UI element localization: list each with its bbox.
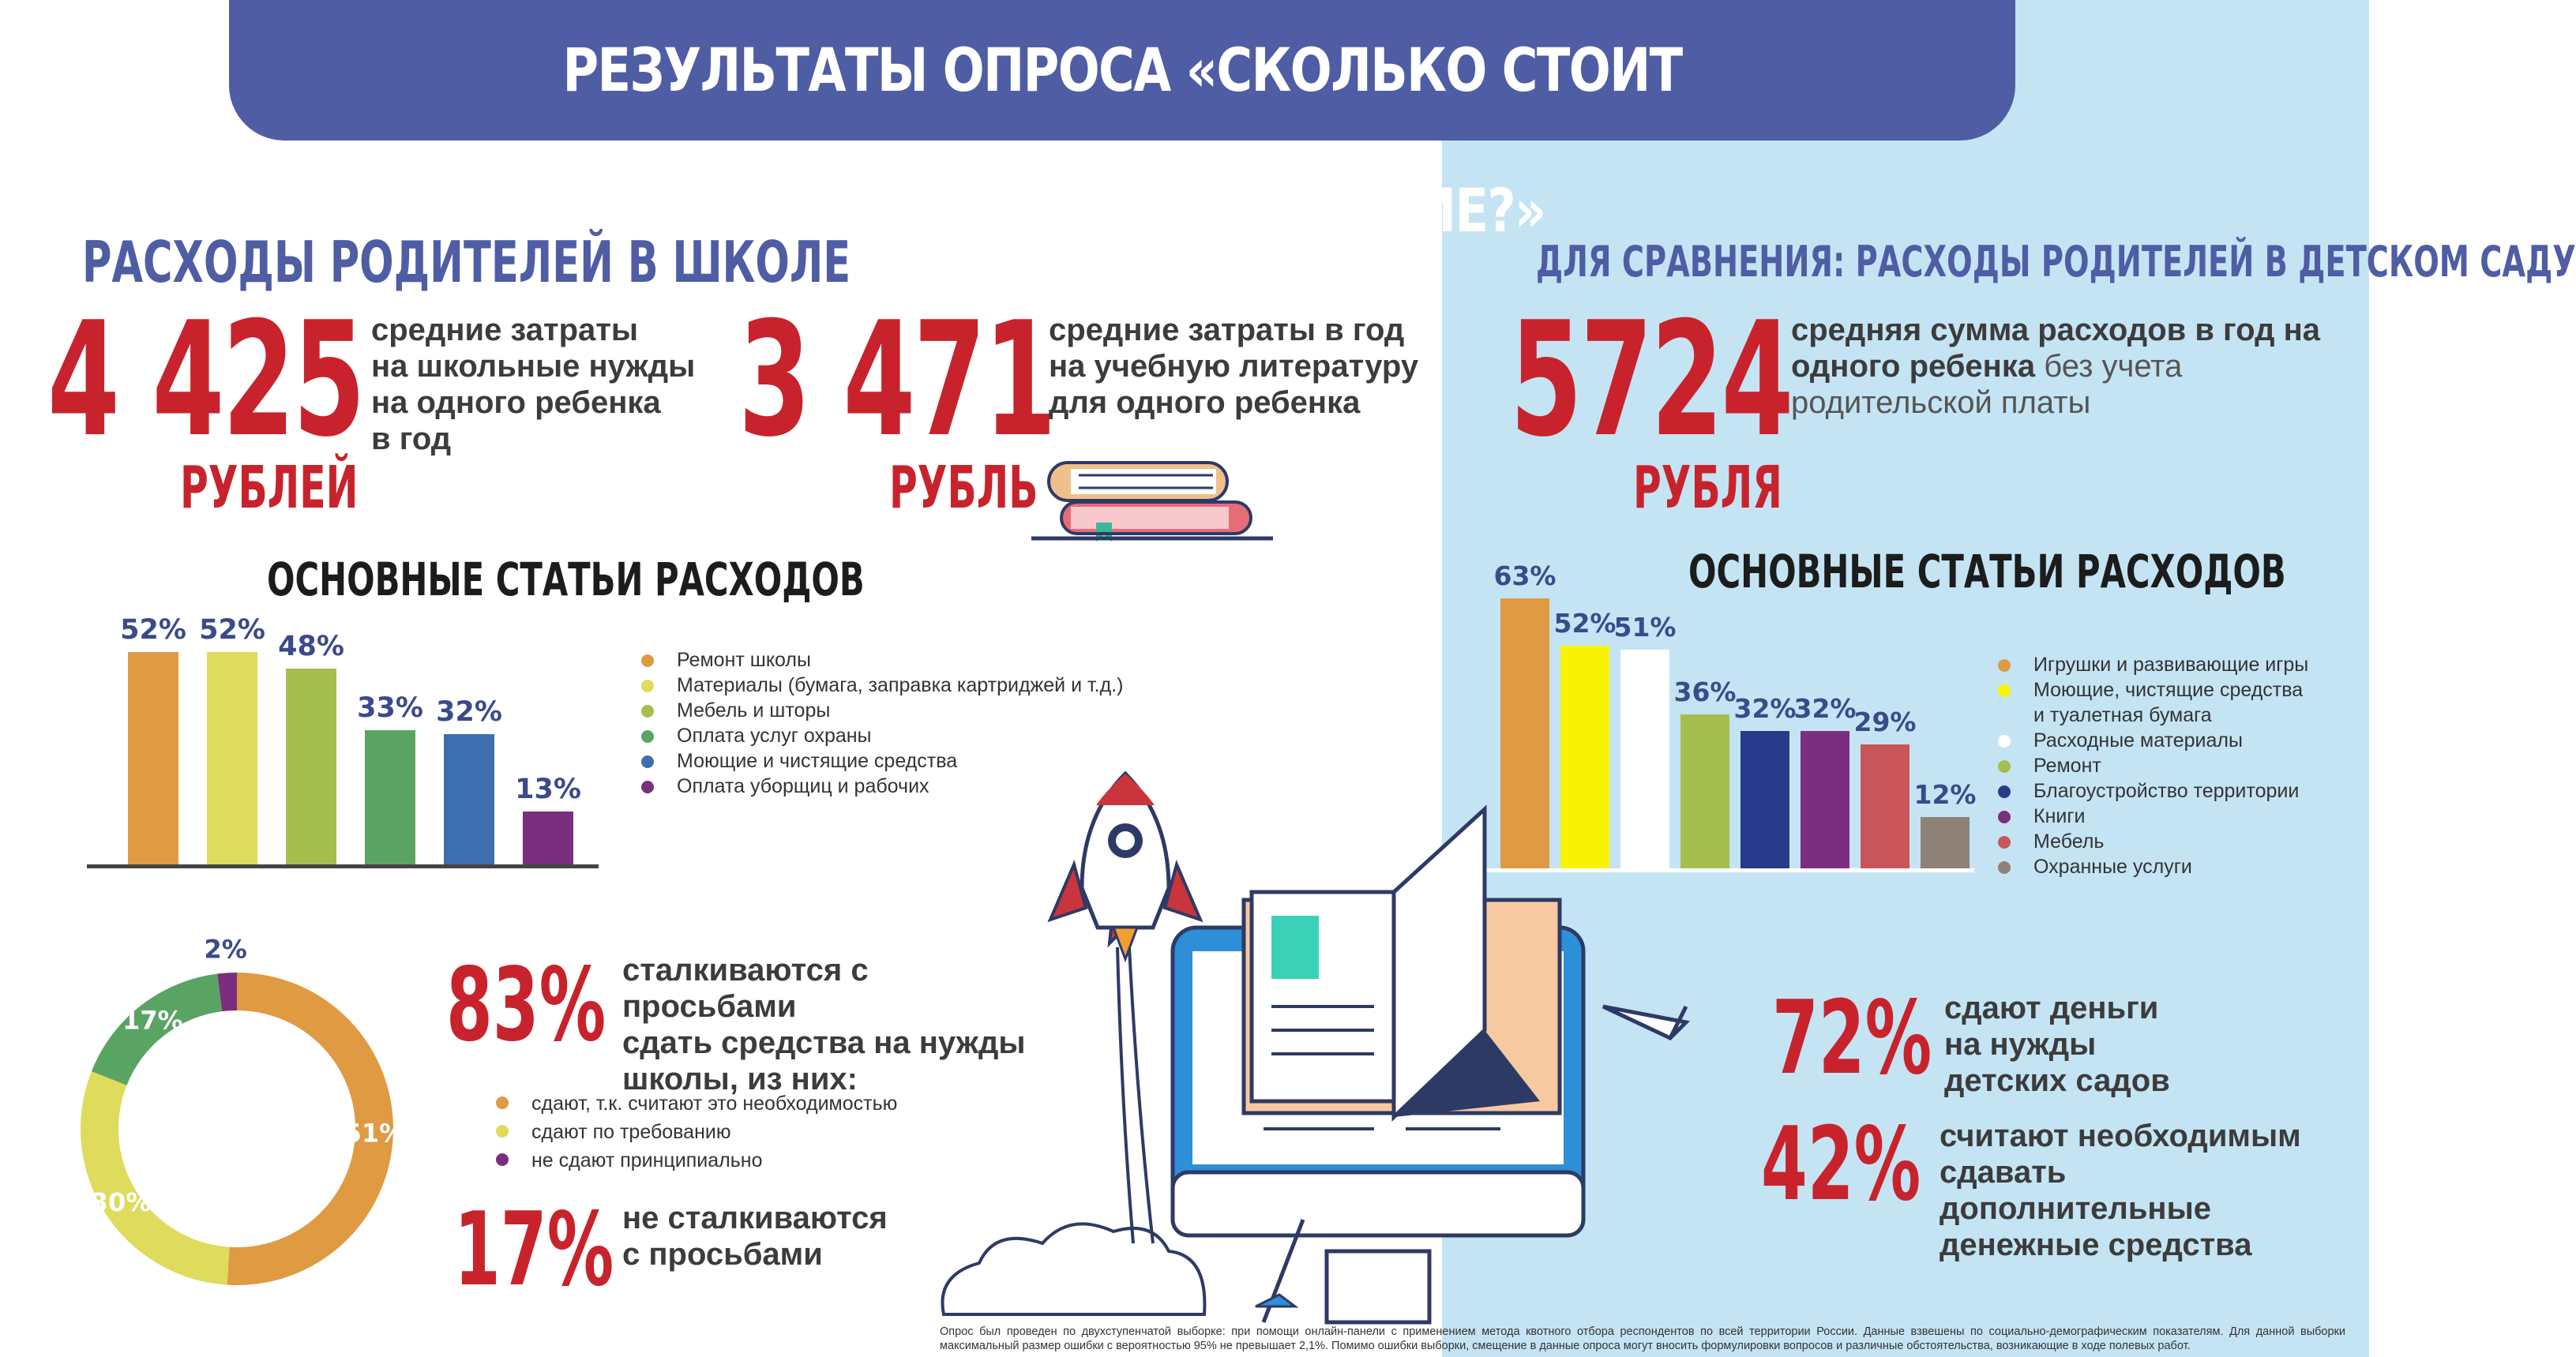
kg-necessary-desc-line: денежные средства [1940,1228,2252,1262]
chart-bar [128,652,178,864]
share-value: 83% [446,947,606,1064]
share-desc-line: школы, из них: [622,1062,858,1096]
legend-item [1998,854,2361,879]
chart-bar-label: 32% [436,695,502,728]
legend-item [641,698,1210,723]
legend-dot-icon [641,680,654,692]
school-heading: РАСХОДЫ РОДИТЕЛЕЙ В ШКОЛЕ [82,229,851,295]
legend-item [1998,804,2361,829]
school-avg-desc-line: на одного ребенка [371,385,661,420]
legend-dot-icon [496,1153,509,1166]
legend-label: Материалы (бумага, заправка картриджей и т.д.) [677,674,1124,696]
footnote: Опрос был проведен по двухступенчатой выборке: при помощи онлайн-панели с применением метода квотного отбора респондентов по всей территории России. Данные взвешены по социально-демографическим показателям. Для данной выборки максимальный размер ошибки с вероятностью 95% не превышает 2,1%. Помимо ошибки выборки, смещение в данные опроса могут вносить формулировки вопросов и различные обстоятельства, возникающие в ходе полевых работ. [940,1325,2345,1352]
kindergarten-desc-bold: одного ребенка [1791,349,2036,384]
page-title: РЕЗУЛЬТАТЫ ОПРОСА «СКОЛЬКО СТОИТ БЕСПЛАТНОЕ ОБРАЗОВАНИЕ?» [562,35,1682,246]
legend-dot-icon [1998,659,2011,672]
legend-dot-icon [641,654,654,667]
chart-bar [523,812,573,864]
chart-bar [365,730,415,865]
legend-dot-icon [1998,861,2011,874]
legend-label: не сдают принципиально [531,1149,763,1171]
kg-pay-desc-line: детских садов [1944,1063,2170,1098]
no-share-desc-line: не сталкиваются [622,1201,888,1235]
chart-bar-label: 52% [120,614,186,647]
kindergarten-desc-line: средняя сумма расходов в год на [1791,313,2320,347]
legend-label: сдают по требованию [531,1121,731,1143]
title-banner [229,0,2015,246]
chart-bar [1801,731,1849,868]
legend-dot-icon [1998,785,2011,798]
kg-necessary-value: 42% [1761,1106,1921,1224]
donut-slice-label: 2% [204,934,247,965]
legend-label: Моющие и чистящие средства [677,750,958,772]
legend-item [1998,778,2361,804]
legend-dot-icon [641,755,654,768]
no-share-value: 17% [454,1191,614,1309]
school-expenses-bar-chart [87,614,600,876]
school-avg-description [371,312,703,457]
books-icon [1031,456,1273,543]
kindergarten-avg-value: 5724 [1510,288,1792,472]
chart-bar-label: 32% [1733,693,1797,725]
legend-label: Моющие, чистящие средства [2033,679,2304,701]
kindergarten-expenses-legend [1998,652,2361,879]
kg-pay-desc-line: сдают деньги [1944,991,2159,1025]
legend-item [1998,677,2361,703]
donut-slice-label: 17% [122,1005,183,1036]
chart-bar [1921,817,1970,868]
kg-pay-description [1944,990,2276,1099]
chart-bar-label: 33% [357,692,423,724]
legend-label: Мебель [2033,830,2105,853]
kindergarten-desc-line [1791,348,2344,384]
books-avg-value: 3 471 [738,288,1055,472]
share-desc-line: сталкиваются с просьбами [622,953,869,1024]
legend-label: и туалетная бумага [2033,704,2212,726]
legend-label: Охранные услуги [2033,856,2192,878]
donut-slice-label: 30% [90,1187,152,1218]
legend-dot-icon [1998,735,2011,748]
kindergarten-heading: ДЛЯ СРАВНЕНИЯ: РАСХОДЫ РОДИТЕЛЕЙ В ДЕТСКОМ САДУ [1536,237,2576,287]
chart-bar-label: 52% [1553,607,1617,639]
legend-dot-icon [641,781,654,793]
school-avg-value: 4 425 [47,288,364,472]
chart-bar-label: 48% [278,631,344,662]
share-desc-line: сдать средства на нужды [622,1025,1026,1060]
legend-label: Книги [2033,805,2086,827]
legend-label: Игрушки и развивающие игры [2033,654,2309,676]
kg-pay-desc-line: на нужды [1944,1027,2097,1062]
books-avg-desc-line: на учебную литературу [1049,349,1419,384]
school-avg-desc-line: средние затраты [371,313,639,347]
legend-item [1998,703,2361,728]
kindergarten-avg-description [1791,312,2344,421]
kg-necessary-desc-line: считают необходимым [1940,1119,2301,1153]
no-share-description [622,1200,954,1273]
legend-dot-icon [496,1125,509,1138]
chart-bar-label: 63% [1493,560,1556,591]
legend-item [641,647,1210,673]
legend-dot-icon [1998,811,2011,823]
kindergarten-chart-heading: ОСНОВНЫЕ СТАТЬИ РАСХОДОВ [1688,545,2286,598]
legend-item [641,673,1210,698]
kg-necessary-desc-line: дополнительные [1940,1191,2211,1226]
chart-bar-label: 36% [1673,676,1737,707]
legend-dot-icon [496,1096,509,1109]
legend-label: Расходные материалы [2033,729,2243,752]
donut-slice-label: 51% [344,1118,405,1149]
chart-bar [444,734,494,864]
school-chart-heading: ОСНОВНЫЕ СТАТЬИ РАСХОДОВ [267,553,865,606]
legend-item [1998,728,2361,753]
chart-bar-label: 29% [1853,706,1917,737]
chart-axis-line [87,864,599,868]
chart-bar [1740,731,1789,868]
kg-pay-value: 72% [1772,980,1932,1097]
legend-label: Ремонт школы [677,649,811,671]
school-avg-desc-line: на школьные нужды [371,349,696,384]
legend-dot-icon [641,705,654,718]
chart-bar-label: 32% [1793,693,1857,725]
kg-necessary-description [1940,1118,2334,1263]
legend-label: сдают, т.к. считают это необходимостью [531,1093,898,1115]
chart-bar-label: 13% [515,773,581,805]
kg-necessary-desc-line: сдавать [1940,1155,2067,1190]
kindergarten-avg-unit: РУБЛЯ [1633,454,1782,522]
legend-dot-icon [1998,684,2011,697]
chart-bar-label: 51% [1613,612,1677,643]
rocket-icon [1050,774,1200,959]
books-avg-description [1049,312,1428,421]
legend-item [1998,829,2361,854]
legend-label: Оплата услуг охраны [677,725,872,747]
school-avg-unit: РУБЛЕЙ [180,454,359,522]
no-share-desc-line: с просьбами [622,1237,823,1272]
rocket-computer-illustration [932,770,1722,1322]
chart-bar [1861,744,1909,868]
legend-label: Благоустройство территории [2033,780,2300,802]
donut-chart [55,934,419,1310]
legend-item [641,723,1210,748]
kindergarten-desc-light-inline: без учета [2044,349,2183,384]
kindergarten-desc-light: родительской платы [1791,385,2091,420]
chart-bar [286,669,336,864]
legend-dot-icon [1998,760,2011,773]
chart-bar-label: 12% [1913,778,1977,810]
chart-bar [207,652,257,864]
cloud-icon [942,1224,1204,1314]
open-book-icon [1244,809,1560,1129]
legend-dot-icon [1998,836,2011,849]
school-avg-desc-line: в год [371,422,452,456]
legend-item [1998,753,2361,778]
legend-label: Ремонт [2033,755,2101,777]
chart-bar-label: 52% [199,614,265,647]
paper-plane-icon [1603,1007,1686,1038]
books-avg-desc-line: средние затраты в год [1049,313,1405,347]
legend-dot-icon [641,730,654,743]
legend-label: Мебель и шторы [677,699,831,722]
books-avg-unit: РУБЛЬ [889,454,1038,522]
legend-item [1998,652,2361,677]
donut-slice [81,1071,230,1284]
books-avg-desc-line: для одного ребенка [1049,385,1361,420]
legend-label: Оплата уборщиц и рабочих [677,775,929,797]
